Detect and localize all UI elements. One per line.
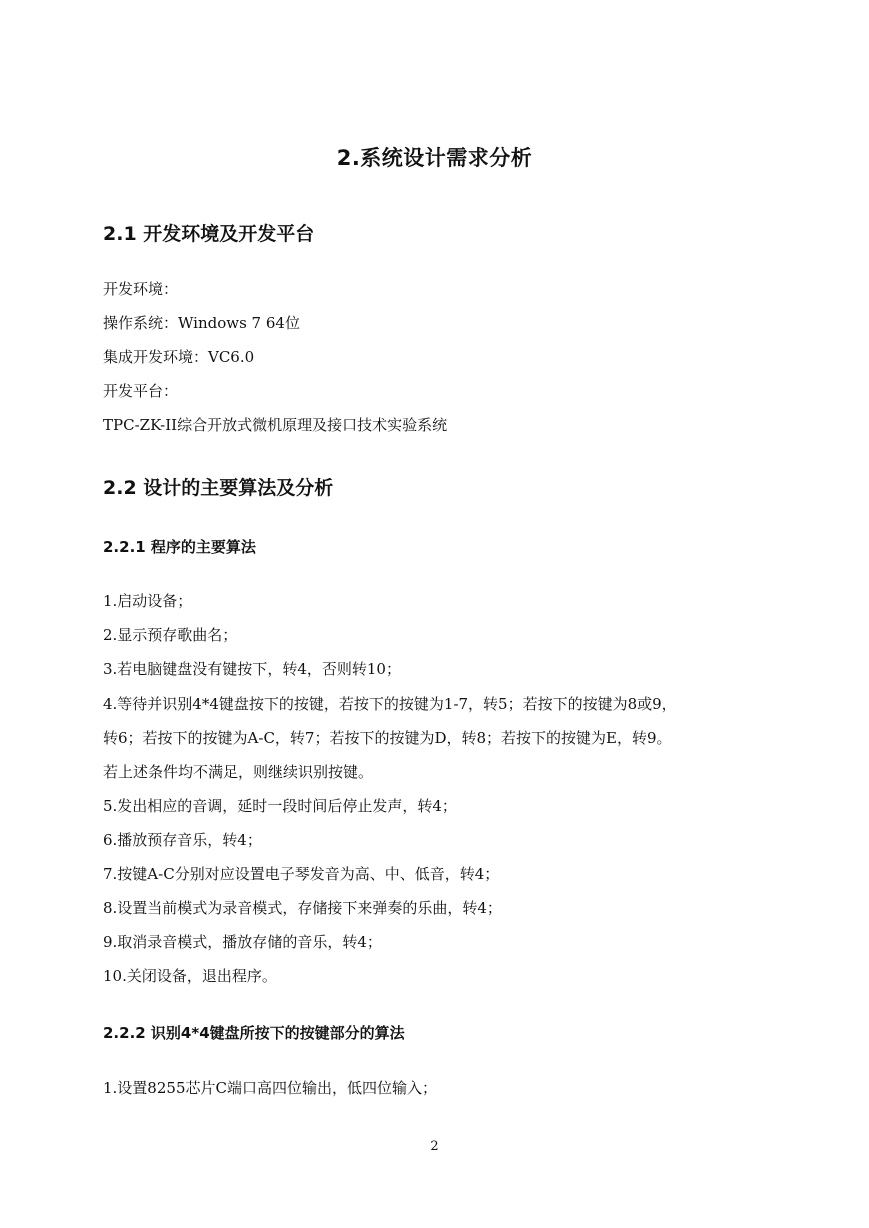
section-heading-2-1: 2.1 开发环境及开发平台 xyxy=(103,223,315,245)
algorithm-step-4-line-3: 若上述条件均不满足，则继续识别按键。 xyxy=(103,763,374,781)
algorithm-step-7: 7.按键A-C分别对应设置电子琴发音为高、中、低音，转4； xyxy=(103,865,500,883)
subsection-heading-2-2-2: 2.2.2 识别4*4键盘所按下的按键部分的算法 xyxy=(103,1024,405,1042)
env-label: 开发环境： xyxy=(103,280,179,298)
algorithm-step-3: 3.若电脑键盘没有键按下，转4，否则转10； xyxy=(103,660,401,678)
algorithm-step-4-line-2: 转6；若按下的按键为A-C，转7；若按下的按键为D，转8；若按下的按键为E，转9。 xyxy=(103,729,672,747)
platform-line: TPC-ZK-II综合开放式微机原理及接口技术实验系统 xyxy=(103,416,448,434)
algorithm-step-4-line-1: 4.等待并识别4*4键盘按下的按键，若按下的按键为1-7，转5；若按下的按键为8或9， xyxy=(103,695,677,713)
subsection-heading-2-2-1: 2.2.1 程序的主要算法 xyxy=(103,538,256,556)
keypad-step-1: 1.设置8255芯片C端口高四位输出，低四位输入； xyxy=(103,1079,437,1097)
algorithm-step-9: 9.取消录音模式，播放存储的音乐，转4； xyxy=(103,933,382,951)
ide-line: 集成开发环境：VC6.0 xyxy=(103,348,255,366)
algorithm-step-8: 8.设置当前模式为录音模式，存储接下来弹奏的乐曲，转4； xyxy=(103,899,502,917)
algorithm-step-2: 2.显示预存歌曲名； xyxy=(103,626,238,644)
platform-label: 开发平台： xyxy=(103,382,179,400)
algorithm-step-1: 1.启动设备； xyxy=(103,592,193,610)
algorithm-step-6: 6.播放预存音乐，转4； xyxy=(103,831,262,849)
section-heading-2-2: 2.2 设计的主要算法及分析 xyxy=(103,477,334,499)
chapter-title: 2.系统设计需求分析 xyxy=(336,146,533,170)
os-line: 操作系统：Windows 7 64位 xyxy=(103,314,300,332)
algorithm-step-10: 10.关闭设备，退出程序。 xyxy=(103,967,277,985)
algorithm-step-5: 5.发出相应的音调，延时一段时间后停止发声，转4； xyxy=(103,797,457,815)
page-number: 2 xyxy=(430,1139,439,1154)
